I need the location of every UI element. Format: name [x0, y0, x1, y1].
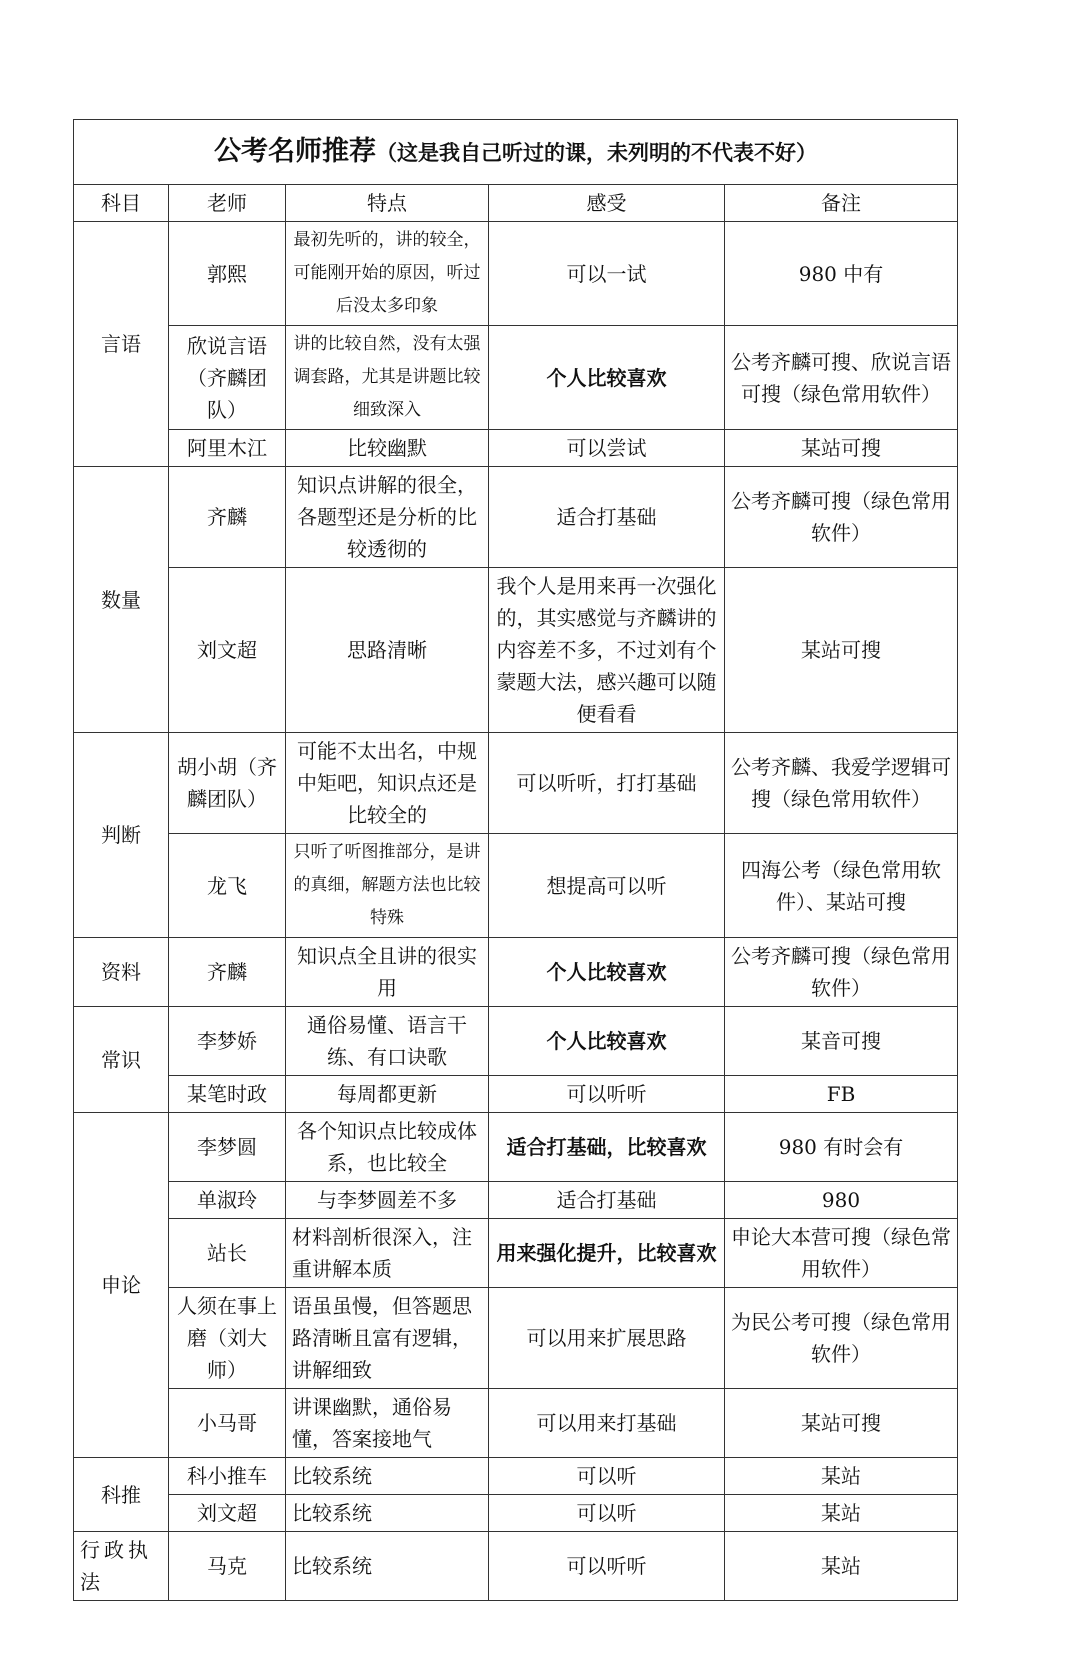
subject-cell: 言语: [74, 222, 169, 467]
teacher-cell: 刘文超: [169, 568, 286, 733]
feature-cell: 知识点全且讲的很实用: [286, 938, 489, 1007]
feeling-cell: 想提高可以听: [489, 834, 725, 938]
note-cell: 某站可搜: [725, 568, 958, 733]
table-row: [74, 326, 958, 430]
feeling-cell: 可以听听: [489, 1532, 725, 1601]
feeling-cell: 可以听听: [489, 1076, 725, 1113]
feeling-cell: 适合打基础: [489, 467, 725, 568]
feature-cell: 语虽虽慢，但答题思路清晰且富有逻辑，讲解细致: [286, 1288, 489, 1389]
subject-cell: 判断: [74, 733, 169, 938]
feature-cell: 可能不太出名，中规中矩吧，知识点还是比较全的: [286, 733, 489, 834]
teacher-cell: 李梦圆: [169, 1113, 286, 1182]
teacher-cell: 龙飞: [169, 834, 286, 938]
feature-cell: 比较幽默: [286, 430, 489, 467]
table-row: [74, 430, 958, 467]
feeling-cell: 可以一试: [489, 222, 725, 326]
note-cell: 某站: [725, 1495, 958, 1532]
note-cell: 980 中有: [725, 222, 958, 326]
table-row: [74, 1288, 958, 1389]
feature-cell: 比较系统: [286, 1495, 489, 1532]
table-row: [74, 1389, 958, 1458]
feeling-cell: 可以听听，打打基础: [489, 733, 725, 834]
teacher-cell: 李梦娇: [169, 1007, 286, 1076]
subject-cell: 常识: [74, 1007, 169, 1113]
subject-cell: 科推: [74, 1458, 169, 1532]
feature-cell: 知识点讲解的很全，各题型还是分析的比较透彻的: [286, 467, 489, 568]
title-main: 公考名师推荐: [214, 135, 376, 167]
note-cell: 四海公考（绿色常用软件）、某站可搜: [725, 834, 958, 938]
feeling-cell: 个人比较喜欢: [489, 326, 725, 430]
feeling-cell: 适合打基础，比较喜欢: [489, 1113, 725, 1182]
subject-cell: 数量: [74, 467, 169, 733]
feeling-cell: 可以听: [489, 1458, 725, 1495]
table-row: [74, 222, 958, 326]
feature-cell: 比较系统: [286, 1532, 489, 1601]
feature-cell: 与李梦圆差不多: [286, 1182, 489, 1219]
table-row: [74, 1076, 958, 1113]
feature-cell: 每周都更新: [286, 1076, 489, 1113]
feeling-cell: 可以尝试: [489, 430, 725, 467]
teacher-cell: 胡小胡（齐麟团队）: [169, 733, 286, 834]
feeling-cell: 适合打基础: [489, 1182, 725, 1219]
table-row: [74, 834, 958, 938]
teacher-cell: 郭熙: [169, 222, 286, 326]
feature-cell: 思路清晰: [286, 568, 489, 733]
feeling-cell: 我个人是用来再一次强化的，其实感觉与齐麟讲的内容差不多，不过刘有个蒙题大法，感兴趣可以随便看看: [489, 568, 725, 733]
table-row: [74, 1219, 958, 1288]
note-cell: FB: [725, 1076, 958, 1113]
feeling-cell: 可以用来打基础: [489, 1389, 725, 1458]
note-cell: 申论大本营可搜（绿色常用软件）: [725, 1219, 958, 1288]
note-cell: 980: [725, 1182, 958, 1219]
title-row: [74, 120, 958, 185]
note-cell: 某站可搜: [725, 430, 958, 467]
feature-cell: 最初先听的，讲的较全，可能刚开始的原因，听过后没太多印象: [286, 222, 489, 326]
table-row: [74, 938, 958, 1007]
subject-cell: 资料: [74, 938, 169, 1007]
feeling-cell: 个人比较喜欢: [489, 938, 725, 1007]
teacher-cell: 齐麟: [169, 467, 286, 568]
teacher-cell: 小马哥: [169, 1389, 286, 1458]
feeling-cell: 用来强化提升，比较喜欢: [489, 1219, 725, 1288]
table-row: [74, 467, 958, 568]
teacher-cell: 单淑玲: [169, 1182, 286, 1219]
feature-cell: 通俗易懂、语言干练、有口诀歌: [286, 1007, 489, 1076]
feeling-cell: 个人比较喜欢: [489, 1007, 725, 1076]
title-sub: （这是我自己听过的课，未列明的不代表不好）: [376, 140, 817, 165]
note-cell: 公考齐麟可搜、欣说言语可搜（绿色常用软件）: [725, 326, 958, 430]
note-cell: 某站可搜: [725, 1389, 958, 1458]
header-note: 备注: [725, 185, 958, 222]
teacher-cell: 阿里木江: [169, 430, 286, 467]
subject-cell: 申论: [74, 1113, 169, 1458]
teacher-cell: 科小推车: [169, 1458, 286, 1495]
feeling-cell: 可以用来扩展思路: [489, 1288, 725, 1389]
note-cell: 某音可搜: [725, 1007, 958, 1076]
note-cell: 公考齐麟、我爱学逻辑可搜（绿色常用软件）: [725, 733, 958, 834]
feature-cell: 比较系统: [286, 1458, 489, 1495]
header-teacher: 老师: [169, 185, 286, 222]
teacher-cell: 人须在事上磨（刘大师）: [169, 1288, 286, 1389]
feature-cell: 讲课幽默，通俗易懂，答案接地气: [286, 1389, 489, 1458]
teacher-cell: 齐麟: [169, 938, 286, 1007]
teacher-cell: 某笔时政: [169, 1076, 286, 1113]
teacher-cell: 马克: [169, 1532, 286, 1601]
teacher-recommendation-table: [73, 119, 958, 1601]
header-subject: 科目: [74, 185, 169, 222]
note-cell: 公考齐麟可搜（绿色常用软件）: [725, 467, 958, 568]
table-row: [74, 1182, 958, 1219]
table-row: [74, 1007, 958, 1076]
feature-cell: 只听了听图推部分，是讲的真细，解题方法也比较特殊: [286, 834, 489, 938]
table-row: [74, 1532, 958, 1601]
note-cell: 为民公考可搜（绿色常用软件）: [725, 1288, 958, 1389]
table-row: [74, 1495, 958, 1532]
subject-cell: 行政执法: [74, 1532, 169, 1601]
header-row: [74, 185, 958, 222]
teacher-cell: 欣说言语（齐麟团队）: [169, 326, 286, 430]
table-row: [74, 1113, 958, 1182]
table-row: [74, 733, 958, 834]
note-cell: 某站: [725, 1532, 958, 1601]
note-cell: 公考齐麟可搜（绿色常用软件）: [725, 938, 958, 1007]
feature-cell: 材料剖析很深入，注重讲解本质: [286, 1219, 489, 1288]
header-feeling: 感受: [489, 185, 725, 222]
table-title: [74, 120, 958, 185]
teacher-cell: 刘文超: [169, 1495, 286, 1532]
feature-cell: 讲的比较自然，没有太强调套路，尤其是讲题比较细致深入: [286, 326, 489, 430]
table-row: [74, 568, 958, 733]
teacher-cell: 站长: [169, 1219, 286, 1288]
header-feature: 特点: [286, 185, 489, 222]
table-row: [74, 1458, 958, 1495]
feeling-cell: 可以听: [489, 1495, 725, 1532]
feature-cell: 各个知识点比较成体系，也比较全: [286, 1113, 489, 1182]
note-cell: 980 有时会有: [725, 1113, 958, 1182]
note-cell: 某站: [725, 1458, 958, 1495]
